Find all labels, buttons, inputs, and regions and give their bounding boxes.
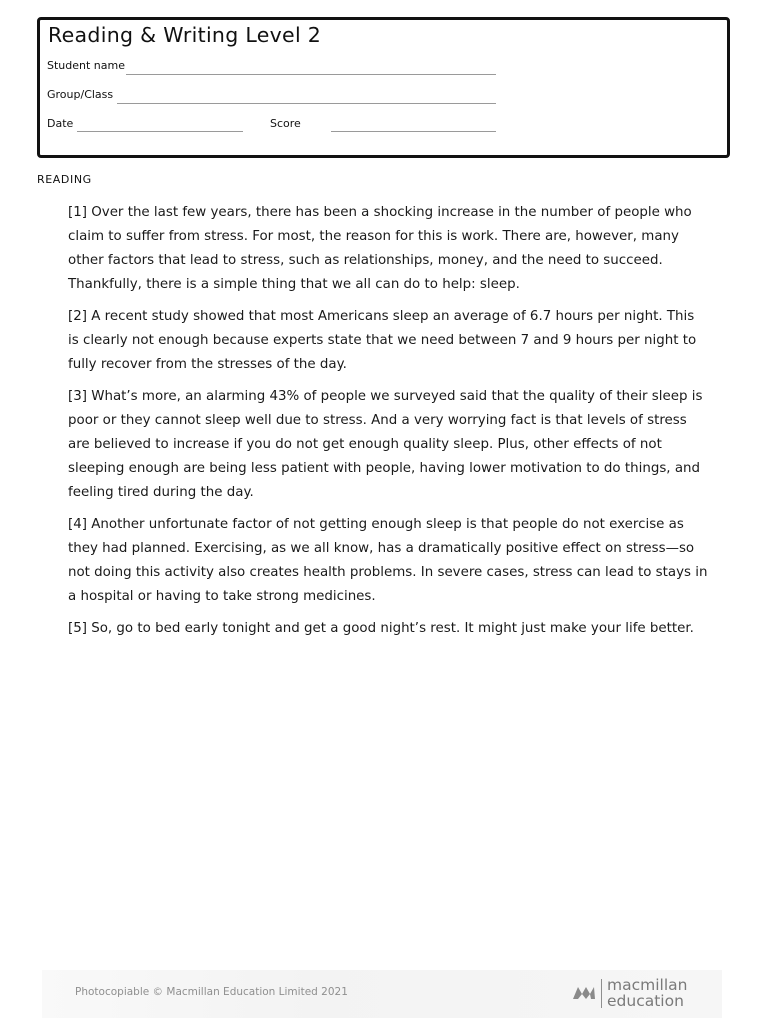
paragraph-1: [1] Over the last few years, there has been a shocking increase in the number of people who claim to suffer from stress. For most, the reason for this is work. There are, however, many other factors that lead to stress, such as relationships, money, and the need to succeed. Thankfully, there is a simple thing that we all can do to help: sleep. xyxy=(68,205,692,292)
group-class-label: Group/Class xyxy=(47,88,114,101)
page-footer xyxy=(42,970,722,1018)
score-label: Score xyxy=(270,117,301,130)
paragraph-4: [4] Another unfortunate factor of not getting enough sleep is that people do not exercise as they had planned. Exercising, as we all know, has a dramatically positive effect on stress—so not doing this activity also creates health problems. In severe cases, stress can lead to stays in a hospital or having to take strong medicines. xyxy=(68,517,708,604)
paragraph-5: [5] So, go to bed early tonight and get a good night’s rest. It might just make your life better. xyxy=(68,621,694,636)
date-field[interactable] xyxy=(77,131,243,132)
student-name-field[interactable] xyxy=(126,74,496,75)
paragraph-2: [2] A recent study showed that most Americans sleep an average of 6.7 hours per night. This is clearly not enough because experts state that we need between 7 and 9 hours per night to fully recover from the stresses of the day. xyxy=(68,309,697,372)
group-class-field[interactable] xyxy=(117,103,496,104)
student-name-label: Student name xyxy=(47,59,125,72)
section-label-reading: READING xyxy=(37,173,92,186)
logo-text-education: education xyxy=(607,992,684,1010)
copyright-notice: Photocopiable © Macmillan Education Limited 2021 xyxy=(75,986,348,998)
score-field[interactable] xyxy=(331,131,496,132)
reading-passage xyxy=(68,201,708,649)
logo-text-macmillan: macmillan xyxy=(607,976,688,994)
worksheet-title: Reading & Writing Level 2 xyxy=(48,23,322,47)
macmillan-education-logo xyxy=(572,976,694,1012)
date-label: Date xyxy=(47,117,74,130)
logo-divider xyxy=(601,979,602,1008)
macmillan-m-icon xyxy=(572,984,596,1000)
worksheet-header xyxy=(37,17,730,158)
paragraph-3: [3] What’s more, an alarming 43% of people we surveyed said that the quality of their sleep is poor or they cannot sleep well due to stress. And a very worrying fact is that levels of stress are believed to increase if you do not get enough quality sleep. Plus, other effects of not sleeping enough are being less patient with people, having lower motivation to do things, and feeling tired during the day. xyxy=(68,389,703,500)
